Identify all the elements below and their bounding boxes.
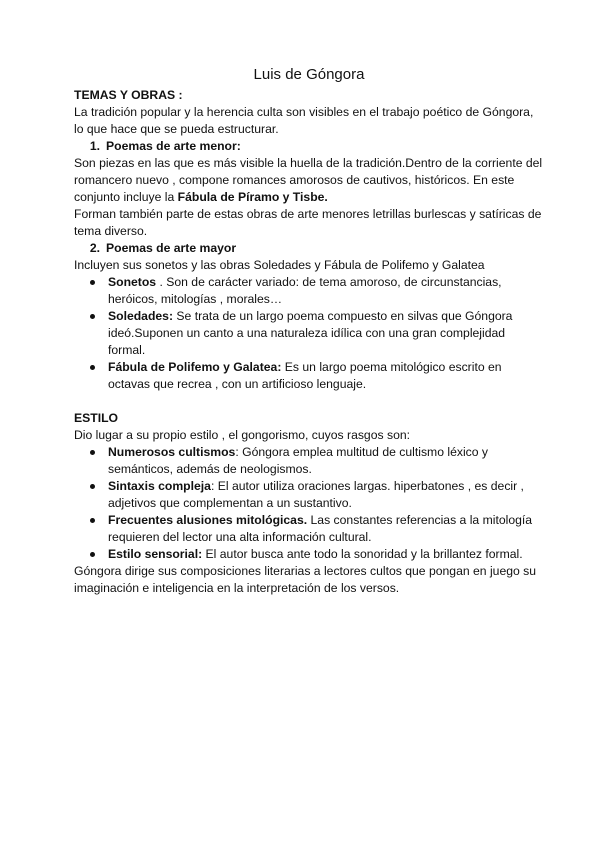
arte-mayor-bullet-list xyxy=(74,274,544,393)
arte-mayor-paragraph: Incluyen sus sonetos y las obras Soledades y Fábula de Polifemo y Galatea xyxy=(74,258,485,272)
numbered-heading-label: Poemas de arte menor: xyxy=(106,139,241,153)
list-item-term: Estilo sensorial: xyxy=(108,547,203,561)
document-body xyxy=(74,64,544,597)
list-item-term: Frecuentes alusiones mitológicas. xyxy=(108,513,308,527)
list-item-text: Es un largo poema mitológico escrito en octavas que recrea , con un artificioso lenguaje. xyxy=(108,360,502,391)
list-item xyxy=(74,444,544,478)
estilo-intro-paragraph: Dio lugar a su propio estilo , el gongorismo, cuyos rasgos son: xyxy=(74,428,411,442)
list-item-text: . Son de carácter variado: de tema amoroso, de circunstancias, heróicos, mitologías , morales… xyxy=(108,275,502,306)
list-item xyxy=(74,359,544,393)
bullet-icon xyxy=(90,518,95,523)
list-item-term: Soledades: xyxy=(108,309,174,323)
list-item-term: Fábula de Polifemo y Galatea: xyxy=(108,360,282,374)
temas-intro-paragraph: La tradición popular y la herencia culta son visibles en el trabajo poético de Góngora, lo que hace que se pueda estructurar. xyxy=(74,105,534,136)
bullet-icon xyxy=(90,280,95,285)
section-spacer xyxy=(74,393,544,410)
list-item-term: Numerosos cultismos xyxy=(108,445,236,459)
list-number: 1. xyxy=(89,139,100,153)
list-item-text: : El autor utiliza oraciones largas. hiperbatones , es decir , adjetivos que complementan a un sustantivo. xyxy=(108,479,524,510)
list-item-text: El autor busca ante todo la sonoridad y la brillantez formal. xyxy=(202,547,523,561)
arte-menor-paragraph xyxy=(74,155,544,206)
bullet-icon xyxy=(90,365,95,370)
bullet-icon xyxy=(90,552,95,557)
numbered-heading-label: Poemas de arte mayor xyxy=(106,241,237,255)
numbered-heading-arte-mayor xyxy=(74,240,544,257)
numbered-heading-arte-menor xyxy=(74,138,544,155)
list-item-text: Las constantes referencias a la mitología requieren del lector una alta información cultural. xyxy=(108,513,533,544)
bullet-icon xyxy=(90,314,95,319)
estilo-closing-paragraph: Góngora dirige sus composiciones literarias a lectores cultos que pongan en juego su imaginación e inteligencia en la interpretación de los versos. xyxy=(74,564,537,595)
bullet-icon xyxy=(90,484,95,489)
list-item xyxy=(74,308,544,359)
list-item xyxy=(74,274,544,308)
estilo-bullet-list xyxy=(74,444,544,563)
list-item-term: Sonetos xyxy=(108,275,157,289)
fabula-piramo-title: Fábula de Píramo y Tisbe. xyxy=(177,190,328,204)
list-number: 2. xyxy=(89,241,100,255)
list-item-text: : Góngora emplea multitud de cultismo léxico y semánticos, además de neologismos. xyxy=(108,445,488,476)
list-item xyxy=(74,546,544,563)
list-item-term: Sintaxis compleja xyxy=(108,479,211,493)
arte-menor-paragraph-2: Forman también parte de estas obras de arte menores letrillas burlescas y satíricas de tema diverso. xyxy=(74,207,542,238)
list-item-text: Se trata de un largo poema compuesto en silvas que Góngora ideó.Suponen un canto a una naturaleza idílica con una gran complejidad formal. xyxy=(108,309,513,357)
list-item xyxy=(74,478,544,512)
bullet-icon xyxy=(90,450,95,455)
arte-menor-text: Son piezas en las que es más visible la huella de la tradición.Dentro de la corriente del romancero nuevo , compone romances amorosos de cautivos, históricos. En este conjunto incluye la xyxy=(74,156,543,204)
document-title: Luis de Góngora xyxy=(253,66,365,83)
list-item xyxy=(74,512,544,546)
section-heading-estilo: ESTILO xyxy=(74,411,119,425)
section-heading-temas: TEMAS Y OBRAS : xyxy=(74,88,183,102)
